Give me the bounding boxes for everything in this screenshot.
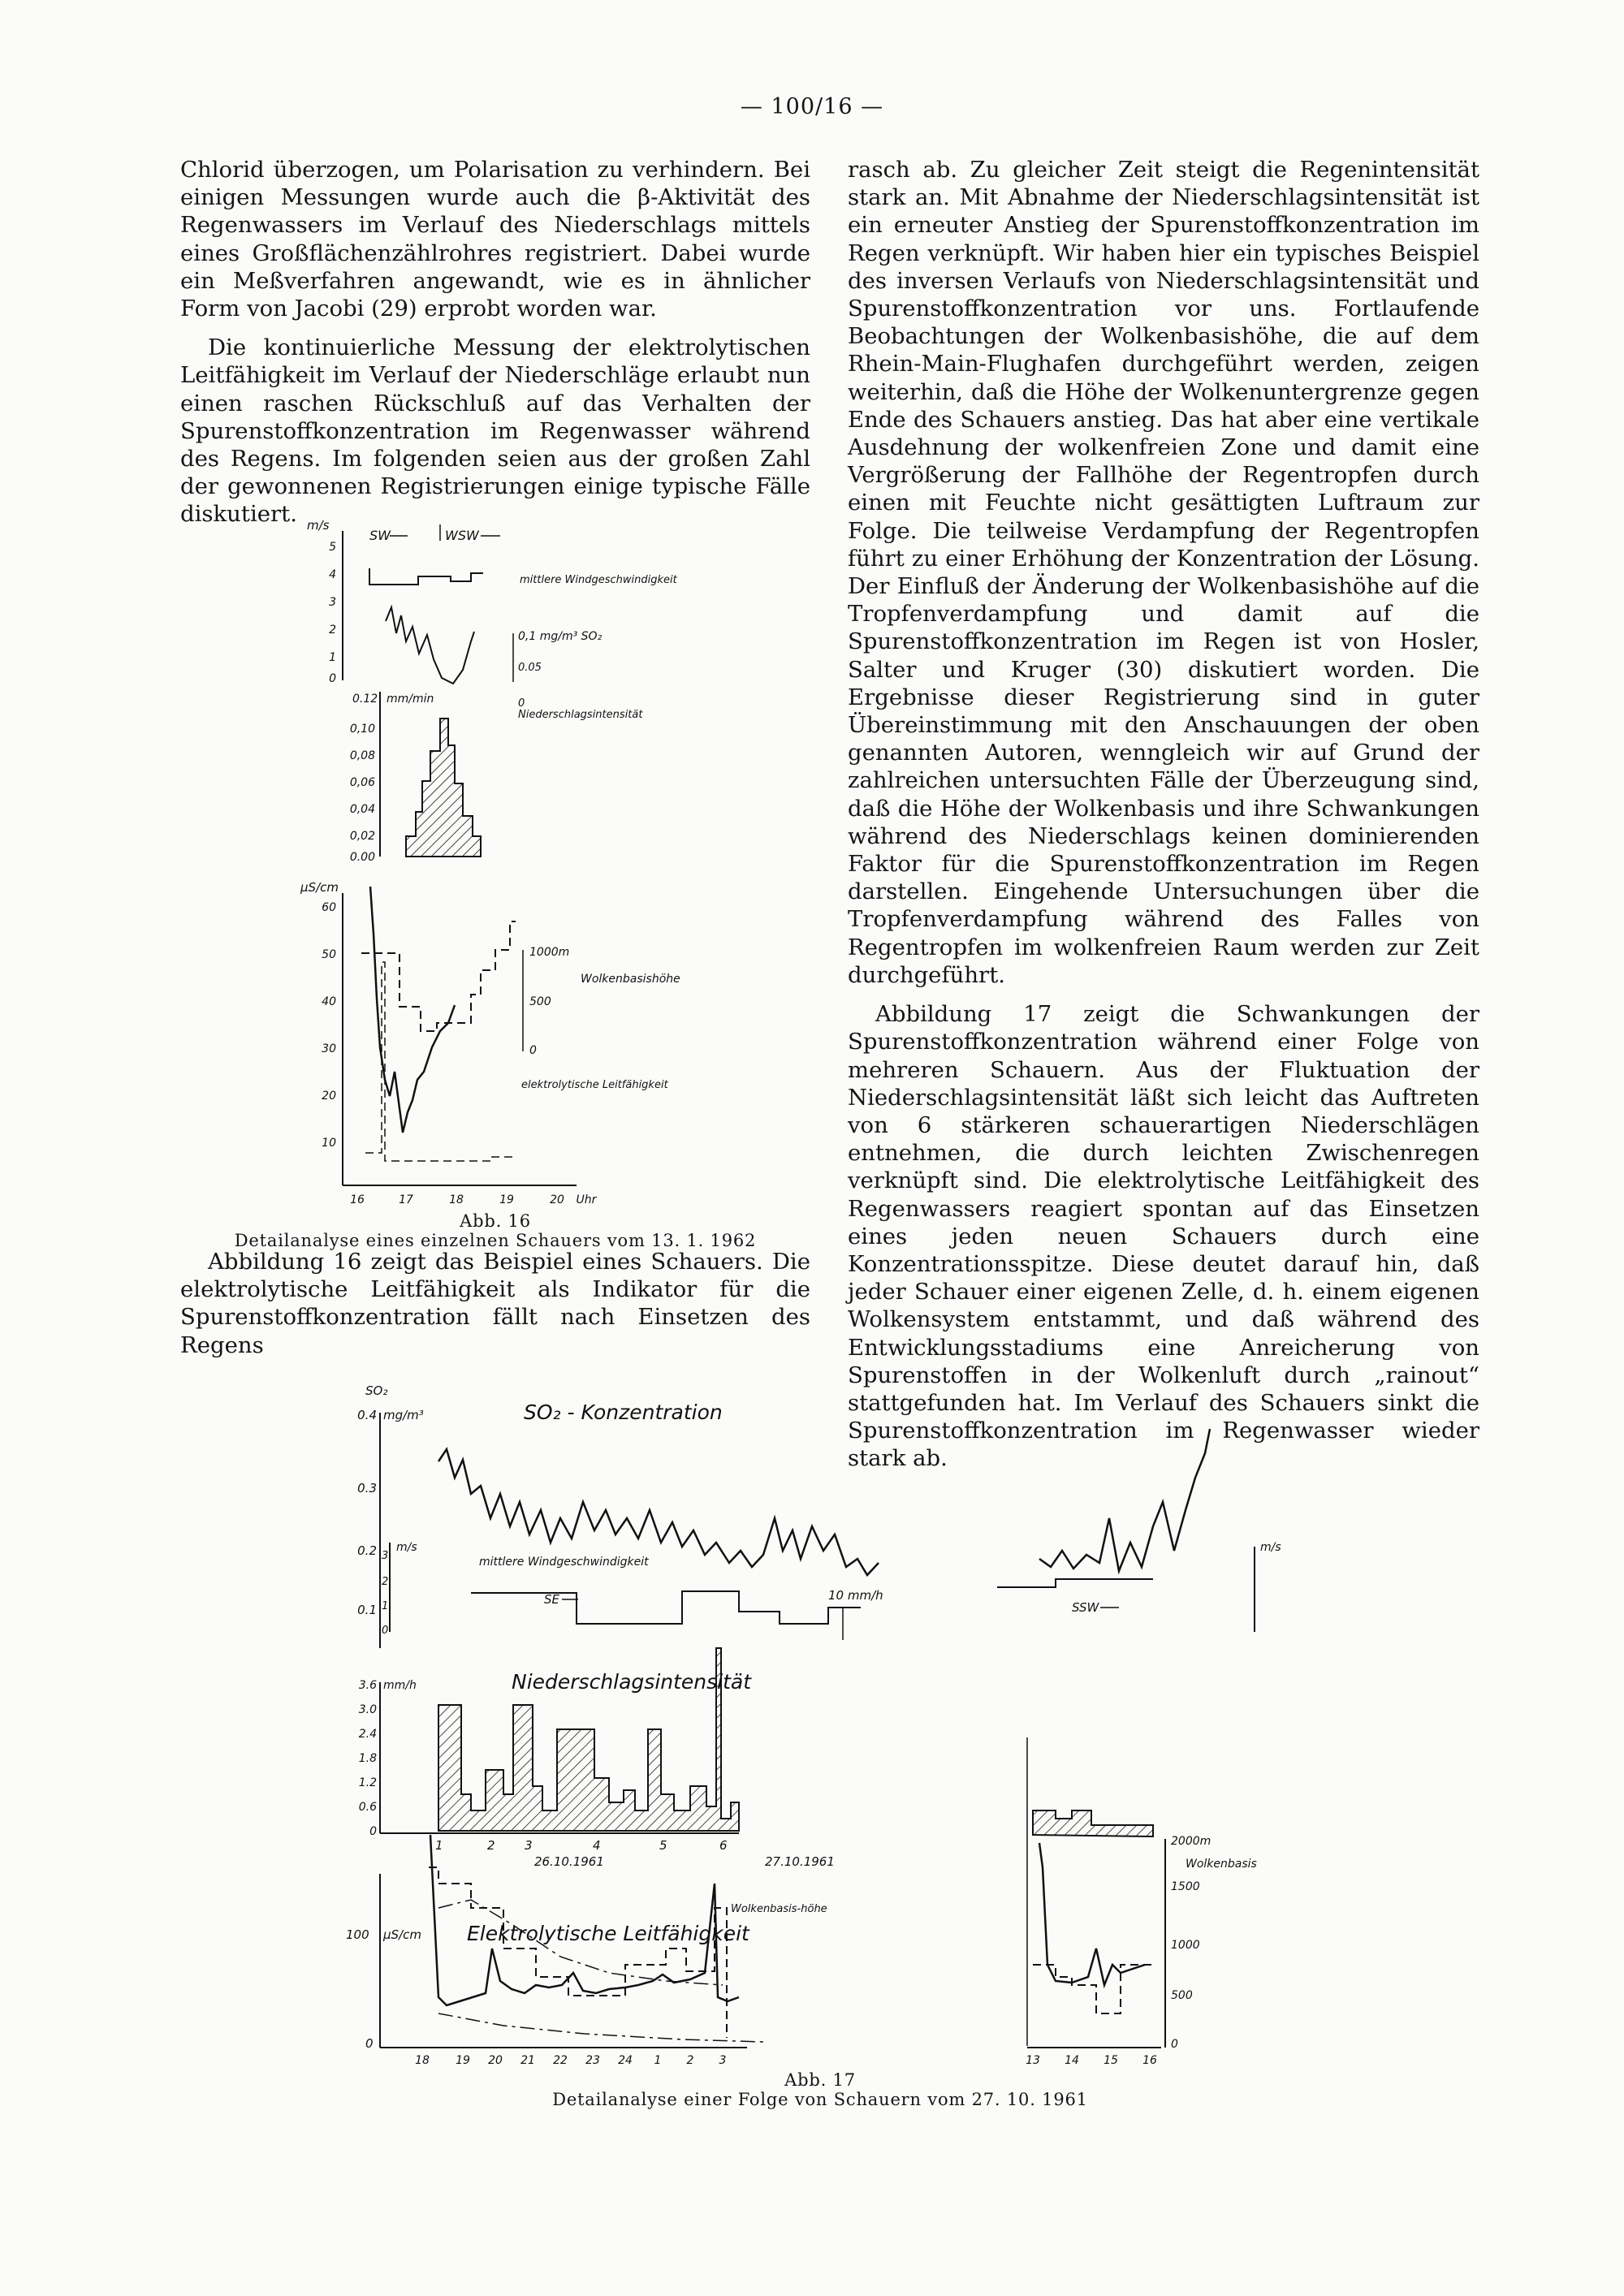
tick-label: 18 [449,1193,464,1206]
tick-label: 500 [1171,1989,1193,2002]
tick-label: 2000m [1171,1835,1212,1848]
wind-unit: m/s [396,1541,417,1554]
tick-label: 0.12 [352,693,378,706]
tick-label: 0,06 [349,776,375,789]
precip-title: Niederschlagsintensität [512,1670,752,1694]
left-column-bottom [180,1248,810,1359]
tick-label: 13 [1026,2054,1040,2067]
tick-label: 24 [618,2054,633,2067]
caption-title: Abb. 17 [784,2070,856,2090]
tick-label: 3.0 [358,1703,377,1716]
paragraph: Chlorid überzogen, um Polarisation zu verhindern. Bei einigen Messungen wurde auch die β-Aktivität des Regenwassers im Verlauf des Niederschlags mittels eines Großflächenzählrohres registriert. Dabei wurde ein Meßverfahren angewandt, wie es in ähnlicher Form von Jacobi (29) erprobt worden war. [180,157,810,322]
figure-16-caption [180,1211,810,1250]
tick-label: 18 [415,2054,430,2067]
tick-label: 2 [382,1576,389,1588]
tick-label: 20 [488,2054,503,2067]
tick-label: 50 [322,948,336,961]
figure-17-caption [309,2070,1332,2109]
tick-label: 0.05 [518,662,542,674]
so2-axis-label: SO₂ [365,1383,388,1398]
tick-label: 0 [329,672,336,685]
tick-label: 2 [686,2054,694,2067]
tick-label: 0,08 [349,749,375,762]
date-label: 26.10.1961 [534,1854,604,1869]
shower-number: 5 [659,1838,667,1853]
tick-label: 1000 [1171,1939,1200,1952]
tick-label: 2 [329,624,336,637]
paragraph: Abbildung 16 zeigt das Beispiel eines Schauers. Die elektrolytische Leitfähigkeit als Indikator für die Spurenstoffkonzentration fällt nach Einsetzen des Regens [180,1249,810,1358]
tick-label: 0 [369,1825,377,1838]
tick-label: 1.2 [358,1776,377,1789]
conductivity-line-right [1039,1843,1145,1985]
wind-unit-right: m/s [1260,1541,1281,1554]
tick-label: 10 [322,1137,336,1150]
tick-label: 0,04 [349,803,375,816]
tick-label: 23 [585,2054,600,2067]
tick-label: 0 [1171,2038,1178,2051]
tick-label: 0.6 [358,1801,377,1814]
tick-label: 3 [382,1550,389,1562]
tick-label: 3.6 [358,1679,377,1692]
wind-direction-wsw: WSW [445,528,479,543]
cloud-base-line [429,1867,727,2038]
tick-label: 22 [553,2054,568,2067]
tick-label: 60 [322,901,336,914]
precip-unit: mm/h [383,1679,417,1692]
tick-label: 0,02 [349,830,375,843]
so2-label: 0,1 mg/m³ SO₂ [518,630,603,643]
tick-label: 0.3 [357,1481,377,1495]
conductivity-line [370,887,455,1133]
shower-number: 1 [435,1838,443,1853]
paragraph: Abbildung 17 zeigt die Schwankungen der Spurenstoffkonzentration während einer Folge von mehreren Schauern. Aus der Fluktuation der Niederschlagsintensität läßt sich leicht das Auftreten von 6 stärkeren schauerartigen Niederschlägen entnehmen, die durch leichten Zwischenregen verknüpft sind. Die elektrolytische Leitfähigkeit des Regenwassers reagiert spontan auf das Einsetzen eines jeden neuen Schauers durch eine Konzentrationsspitze. Diese deutet darauf hin, daß jeder Schauer einer eigenen Zelle, d. h. einem eigenen Wolkensystem entstammt, und daß während des Entwicklungsstadiums eine Anreicherung von Spurenstoffen in der Wolkenluft durch „rainout“ stattgefunden hat. Im Verlauf des Schauers sinkt die Spurenstoffkonzentration im Regenwasser wieder stark ab. [848,1001,1479,1472]
page-number: — 100/16 — [740,94,884,119]
wind-speed-line [369,568,483,585]
tick-label: 3 [719,2054,727,2067]
tick-label: 5 [329,541,336,554]
tick-label: 0.1 [357,1603,377,1617]
tick-label: 14 [1065,2054,1079,2067]
so2-line [386,607,474,684]
tick-label: 2.4 [358,1728,377,1741]
paragraph: rasch ab. Zu gleicher Zeit steigt die Regenintensität stark an. Mit Abnahme der Niederschlagsintensität ist ein erneuter Anstieg der Spurenstoffkonzentration im Regen verknüpft. Wir haben hier ein typisches Beispiel des inversen Verlaufs von Niederschlagsintensität und Spurenstoffkonzentration vor uns. Fortlaufende Beobachtungen der Wolkenbasishöhe, die auf dem Rhein-Main-Flughafen durchgeführt werden, zeigen weiterhin, daß die Höhe der Wolkenuntergrenze gegen Ende des Schauers anstieg. Das hat aber eine vertikale Ausdehnung der wolkenfreien Zone und damit eine Vergrößerung der Fallhöhe der Regentropfen durch einen mit Feuchte nicht gesättigten Luftraum zur Folge. Die teilweise Verdampfung der Regentropfen führt zu einer Erhöhung der Konzentration der Lösung. Der Einfluß der Änderung der Wolkenbasishöhe auf die Tropfenverdampfung und damit auf die Spurenstoffkonzentration im Regen ist von Hosler, Salter und Kruger (30) diskutiert worden. Die Ergebnisse dieser Registrierung sind in guter Übereinstimmung mit den Anschauungen der oben genannten Autoren, wenngleich wir auf Grund der zahlreichen untersuchten Fälle der Überzeugung sind, daß die Höhe der Wolkenbasis und ihre Schwankungen während des Niederschlags keinen dominierenden Faktor für die Spurenstoffkonzentration im Regen darstellen. Eingehende Untersuchungen über die Tropfenverdampfung während des Falles von Regentropfen im wolkenfreien Raum werden zur Zeit durchgeführt. [848,157,1479,988]
wind-label: mittlere Windgeschwindigkeit [520,574,677,586]
tick-label: 1 [382,1600,389,1612]
left-column-top [180,156,810,529]
wind-direction-ssw: SSW [1072,1600,1099,1615]
tick-label: 40 [322,995,336,1008]
tick-label: 0.00 [349,851,375,864]
tick-label: 19 [456,2054,470,2067]
wind-direction-se: SE [544,1592,559,1607]
wind-label: mittlere Windgeschwindigkeit [479,1556,649,1569]
precip-label: Niederschlagsintensität [518,709,643,721]
precip-histogram [406,719,481,857]
tick-label: 0 [529,1044,537,1057]
cond-unit: µS/cm [383,1927,421,1942]
tick-label: 100 [346,1927,369,1942]
tick-label: 0 [365,2036,374,2051]
cloud-label: Wolkenbasishöhe [581,973,680,986]
precip-unit: mm/min [387,693,434,706]
shower-number: 3 [525,1838,533,1853]
caption-title: Abb. 16 [460,1211,531,1231]
tick-label: 16 [1142,2054,1157,2067]
cond-title: Elektrolytische Leitfähigkeit [467,1922,749,1945]
tick-label: 0 [382,1625,389,1637]
cloud-label: Wolkenbasis-höhe [731,1903,827,1915]
tick-label: 20 [550,1193,564,1206]
tick-label: 3 [329,596,336,609]
caption-text: Detailanalyse eines einzelnen Schauers vom 13. 1. 1962 [234,1231,757,1250]
cond-unit: µS/cm [300,880,339,895]
tick-label: 0 [518,697,525,710]
tick-label: 19 [499,1193,514,1206]
wind-speed-line [471,1591,861,1624]
wind-direction-sw: SW [369,528,391,543]
cond-label: elektrolytische Leitfähigkeit [521,1079,668,1091]
shower-number: 4 [593,1838,601,1853]
tick-label: 30 [322,1042,336,1055]
tick-label: 16 [350,1193,365,1206]
tick-label: 4 [329,568,336,581]
wind-unit: m/s [307,518,330,533]
tick-label: 1 [329,651,336,664]
date-label: 27.10.1961 [765,1854,835,1869]
tick-label: 0,10 [349,723,375,736]
caption-text: Detailanalyse einer Folge von Schauern vom 27. 10. 1961 [552,2090,1088,2109]
shower-number: 2 [487,1838,495,1853]
tick-label: 15 [1104,2054,1118,2067]
shower-number: 6 [719,1838,728,1853]
tick-label: 1000m [529,946,570,959]
tick-label: 0.4 [357,1408,377,1422]
figure-16 [300,511,706,1210]
so2-title: SO₂ - Konzentration [524,1400,723,1424]
tick-label: 21 [520,2054,535,2067]
tick-label: 1.8 [358,1752,377,1765]
tick-label: 20 [322,1090,336,1103]
tick-label: 500 [529,995,551,1008]
figure-17 [341,1380,1281,2070]
so2-unit: mg/m³ [383,1408,424,1422]
tick-label: 1500 [1171,1880,1200,1893]
tick-label: 17 [399,1193,413,1206]
precip-histogram-right [1033,1810,1153,1836]
peak-label: 10 mm/h [828,1588,883,1603]
paragraph: Die kontinuierliche Messung der elektrolytischen Leitfähigkeit im Verlauf der Niederschläge erlaubt nun einen raschen Rückschluß auf das Verhalten der Spurenstoffkonzentration im Regenwasser während des Regens. Im folgenden seien aus der großen Zahl der gewonnenen Registrierungen einige typische Fälle diskutiert. [180,334,810,528]
tick-label: 0.2 [357,1543,377,1558]
cloud-right-label: Wolkenbasis [1186,1858,1257,1871]
so2-line-right [1039,1429,1210,1571]
tick-label: 1 [654,2054,662,2067]
right-column [848,156,1479,1473]
time-unit: Uhr [576,1193,597,1206]
